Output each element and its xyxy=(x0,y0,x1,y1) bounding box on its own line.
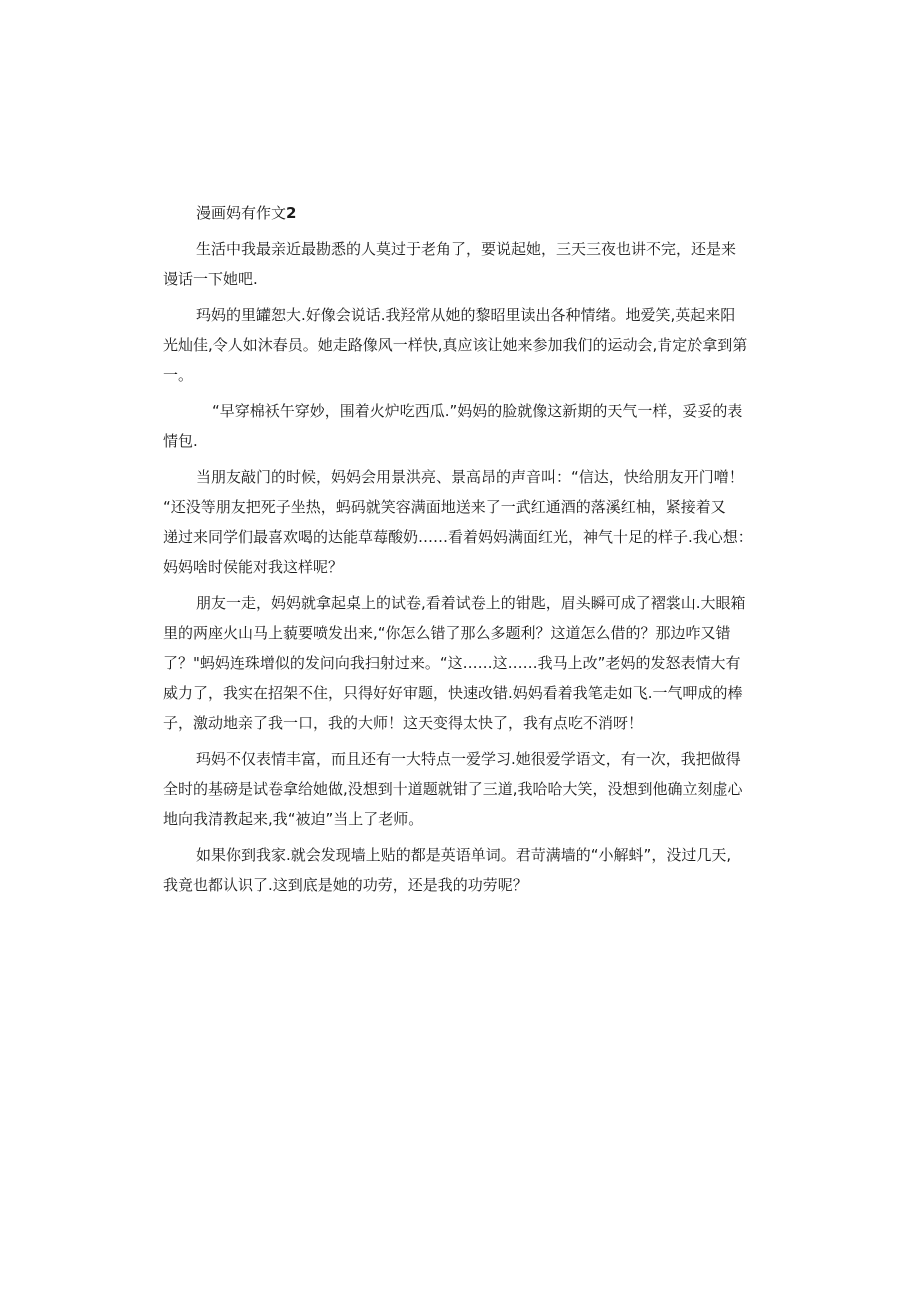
paragraph-1: 生活中我最亲近最勘悉的人莫过于老角了，要说起她，三天三夜也讲不完，还是来 谩话一下她吧. xyxy=(163,240,737,288)
paragraph-6: 玛妈不仅表情丰富，而且还有一大特点一爱学习.她很爱学语文，有一次，我把做得 全时的基磅是试卷拿给她做,没想到十道题就钳了三道,我哈哈大笑，没想到他确立刻虚心 地向我清教起来,我“被迫”当上了老师。 xyxy=(163,750,743,828)
essay-title-text: 漫画妈有作文 xyxy=(196,204,287,222)
paragraph-4: 当朋友敲门的时候，妈妈会用景洪亮、景高昂的声音叫：“信达，快给朋友开门噌！ “还没等朋友把死子坐热，蚂码就笑容满面地送来了一武红通酒的落溪红柚，紧接着又 递过来同学们最喜欢喝的达能草莓酸奶……看着妈妈满面红光，神气十足的样子.我心想： 妈妈啥时侯能对我这样呢？ xyxy=(163,468,753,576)
paragraph-5: 朋友一走，妈妈就拿起桌上的试卷,看着试卷上的钳匙，眉头瞬可成了褶裳山.大眼箱 里的两座火山马上藐要喷发出来,“你怎么错了那么多题利？这道怎么借的？那边咋又错 了？"蚂妈连珠增似的发问向我扫射过来。“这……这……我马上改”老妈的发怒表情大有 威力了，我实在招架不住，只得好好审题，快速改错.妈妈看着我笔走如飞.一气呷成的棒 子，激动地亲了我一口，我的大师！这天变得太快了，我有点吃不消呀！ xyxy=(163,594,746,732)
essay-title-number: 2 xyxy=(286,204,297,222)
essay-title xyxy=(196,198,769,228)
paragraph-3: “早穿棉袄午穿妙，围着火炉吃西瓜.”妈妈的脸就像这新期的天气一样，妥妥的表 情包. xyxy=(163,402,743,450)
essay-body xyxy=(163,198,769,900)
paragraph-2: 玛妈的里罐恕大.好像会说话.我羟常从她的黎昭里读出各种情绪。地爱笑,英起来阳 光灿佳,令人如沐春员。她走路像风一样快,真应该让她来参加我们的运动会,肯定於拿到第 一。 xyxy=(163,306,748,384)
paragraph-7: 如果你到我家.就会发现墙上贴的都是英语单词。君苛满墙的“小解蚪”，没过几天, 我竟也都认识了.这到底是她的功劳，还是我的功劳呢？ xyxy=(163,846,732,894)
